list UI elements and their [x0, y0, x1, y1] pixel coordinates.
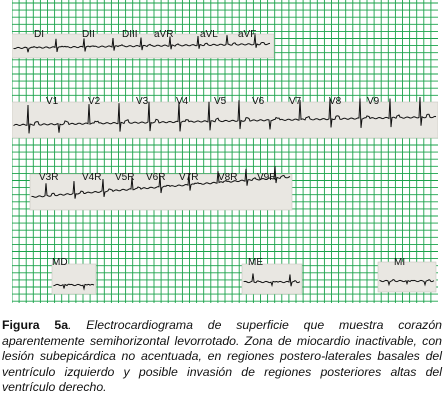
lead-label-v5r: V5R: [115, 172, 135, 183]
lead-label-dii: DII: [82, 29, 95, 40]
ecg-chart: [12, 0, 438, 303]
lead-label-v7r: V7R: [179, 172, 199, 183]
lead-label-di: DI: [34, 29, 44, 40]
lead-label-v4r: V4R: [82, 172, 102, 183]
lead-label-v9r: V9R: [257, 172, 277, 183]
lead-label-v8r: V8R: [218, 172, 238, 183]
lead-label-v9: V9: [367, 96, 380, 107]
lead-label-me: ME: [248, 257, 263, 268]
ecg-strip: [242, 264, 302, 294]
lead-label-v3r: V3R: [39, 172, 59, 183]
ecg-strip: [378, 262, 436, 292]
lead-label-v3: V3: [136, 96, 149, 107]
ecg-image: [12, 0, 438, 303]
lead-label-avl: aVL: [200, 29, 218, 40]
lead-label-v6: V6: [252, 96, 265, 107]
lead-label-avr: aVR: [154, 29, 174, 40]
caption-label: Figura 5a: [2, 318, 69, 332]
lead-label-diii: DIII: [122, 29, 138, 40]
lead-label-avf: aVF: [238, 29, 257, 40]
lead-label-v1: V1: [46, 96, 59, 107]
lead-label-mi: MI: [394, 257, 406, 268]
caption-text: . Electrocardiograma de superficie que muestra corazón aparentemente semihorizontal levorrotado. Zona de miocardio inactivable, con lesión subepicárdica no acentuada, en regiones postero-laterales basales del ventrículo izquierdo y posible invasión de regiones posteriores altas del ventrículo derecho.: [2, 318, 443, 395]
lead-label-v6r: V6R: [146, 172, 166, 183]
lead-label-v7: V7: [289, 96, 302, 107]
lead-label-v8: V8: [329, 96, 342, 107]
figure-caption: [2, 318, 442, 396]
lead-label-md: MD: [52, 257, 68, 268]
lead-label-v2: V2: [88, 96, 101, 107]
lead-label-v5: V5: [214, 96, 227, 107]
lead-label-v4: V4: [176, 96, 189, 107]
ecg-strip: [52, 264, 96, 294]
